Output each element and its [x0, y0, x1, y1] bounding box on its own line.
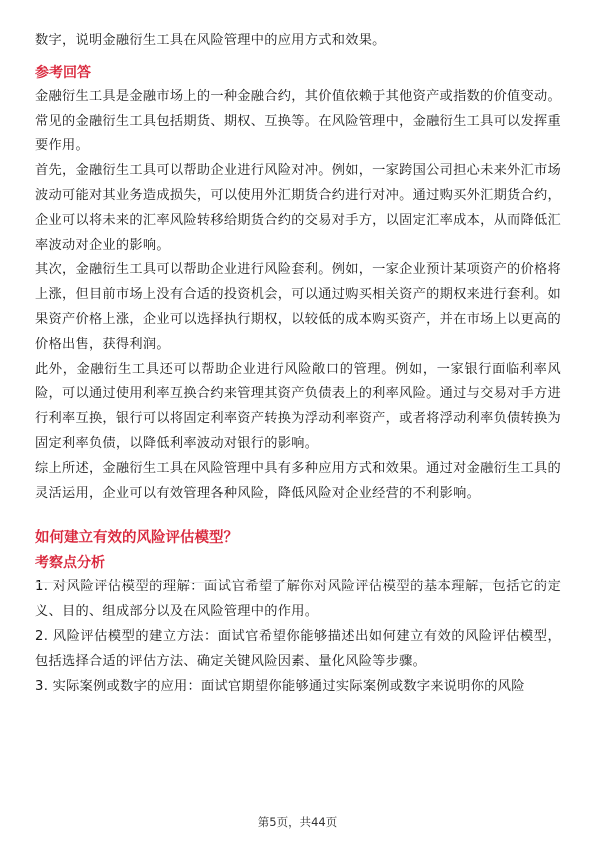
analysis-label: 考察点分析 — [35, 555, 105, 572]
answer-label: 参考回答 — [35, 64, 91, 81]
answer-paragraph: 首先，金融衍生工具可以帮助企业进行风险对冲。例如，一家跨国公司担心未来外汇市场波动可能对其业务造成损失，可以使用外汇期货合约进行对冲。通过购买外汇期货合约，企业可以将未来的汇率风险转移给期货合约的交易对手方，以固定汇率成本，从而降低汇率波动对企业的影响。 — [35, 163, 562, 253]
answer-paragraph: 金融衍生工具是金融市场上的一种金融合约，其价值依赖于其他资产或指数的价值变动。常见的金融衍生工具包括期货、期权、互换等。在风险管理中，金融衍生工具可以发挥重要作用。 — [35, 88, 562, 154]
answer-paragraph: 综上所述，金融衍生工具在风险管理中具有多种应用方式和效果。通过对金融衍生工具的灵活运用，企业可以有效管理各种风险，降低风险对企业经营的不利影响。 — [35, 460, 562, 501]
question-title: 如何建立有效的风险评估模型？ — [35, 530, 238, 547]
analysis-point: 2. 风险评估模型的建立方法：面试官希望你能够描述出如何建立有效的风险评估模型，包括选择合适的评估方法、确定关键风险因素、量化风险等步骤。 — [35, 628, 561, 669]
answer-paragraph: 其次，金融衍生工具可以帮助企业进行风险套利。例如，一家企业预计某项资产的价格将上涨，但目前市场上没有合适的投资机会，可以通过购买相关资产的期权来进行套利。如果资产价格上涨，企业可以选择执行期权，以较低的成本购买资产，并在市场上以更高的价格出售，获得利润。 — [35, 262, 562, 352]
analysis-point: 1. 对风险评估模型的理解：面试官希望了解你对风险评估模型的基本理解，包括它的定义、目的、组成部分以及在风险管理中的作用。 — [35, 579, 561, 620]
document-page — [35, 29, 561, 699]
analysis-point: 3. 实际案例或数字的应用：面试官期望你能够通过实际案例或数字来说明你的风险 — [35, 678, 525, 694]
answer-paragraph: 此外，金融衍生工具还可以帮助企业进行风险敞口的管理。例如，一家银行面临利率风险，可以通过使用利率互换合约来管理其资产负债表上的利率风险。通过与交易对手方进行利率互换，银行可以将固定利率资产转换为浮动利率资产，或者将浮动利率负债转换为固定利率负债，以降低利率波动对银行的影响。 — [35, 361, 562, 451]
intro-tail-paragraph: 数字，说明金融衍生工具在风险管理中的应用方式和效果。 — [35, 33, 386, 48]
section-divider — [35, 582, 561, 583]
page-number-footer: 第5页，共44页 — [257, 815, 338, 829]
